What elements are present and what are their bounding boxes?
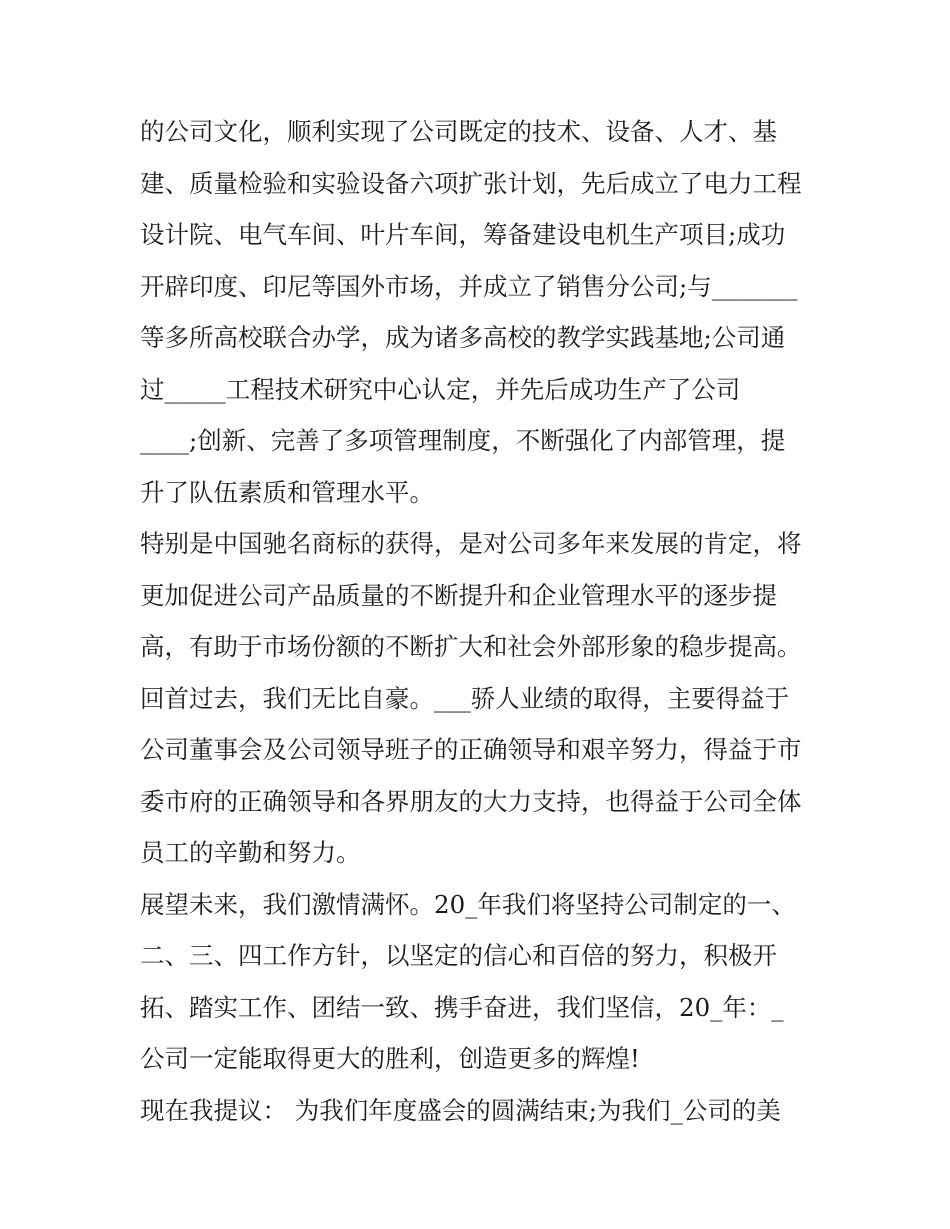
text-line: 二、三、四工作方针，以坚定的信心和百倍的努力，积极开 [140, 941, 777, 970]
document-body [140, 106, 820, 1136]
text-line: 等多所高校联合办学，成为诸多高校的教学实践基地;公司通 [140, 323, 786, 352]
text-line: 员工的辛勤和努力。 [140, 838, 361, 867]
text-line: 建、质量检验和实验设备六项扩张计划，先后成立了电力工程 [140, 168, 802, 198]
text-line: 拓、踏实工作、团结一致、携手奋进，我们坚信，20_年：_ [140, 992, 784, 1022]
text-line: 升了队伍素质和管理水平。 [140, 477, 434, 507]
text-line: 更加促进公司产品质量的不断提升和企业管理水平的逐步提 [140, 580, 777, 610]
text-line: 设计院、电气车间、叶片车间，筹备建设电机生产项目;成功 [140, 220, 786, 249]
text-line: 委市府的正确领导和各界朋友的大力支持，也得益于公司全体 [140, 786, 802, 816]
text-line: 过_____工程技术研究中心认定，并先后成功生产了公司 [140, 374, 741, 404]
text-line: 开辟印度、印尼等国外市场，并成立了销售分公司;与_______ [140, 271, 798, 301]
text-line: 公司一定能取得更大的胜利，创造更多的辉煌! [140, 1044, 640, 1073]
text-line: 展望未来，我们激情满怀。20_年我们将坚持公司制定的一、 [140, 889, 796, 919]
text-line: 现在我提议： 为我们年度盛会的圆满结束;为我们_公司的美 [140, 1095, 781, 1125]
text-line: 公司董事会及公司领导班子的正确领导和艰辛努力，得益于市 [140, 735, 802, 764]
text-line: 回首过去，我们无比自豪。___骄人业绩的取得，主要得益于 [140, 683, 790, 713]
text-line: 高，有助于市场份额的不断扩大和社会外部形象的稳步提高。 [140, 632, 802, 661]
text-line: 的公司文化，顺利实现了公司既定的技术、设备、人才、基 [140, 117, 777, 146]
text-line: ____;创新、完善了多项管理制度，不断强化了内部管理，提 [140, 426, 786, 455]
text-line: 特别是中国驰名商标的获得，是对公司多年来发展的肯定，将 [140, 529, 802, 558]
